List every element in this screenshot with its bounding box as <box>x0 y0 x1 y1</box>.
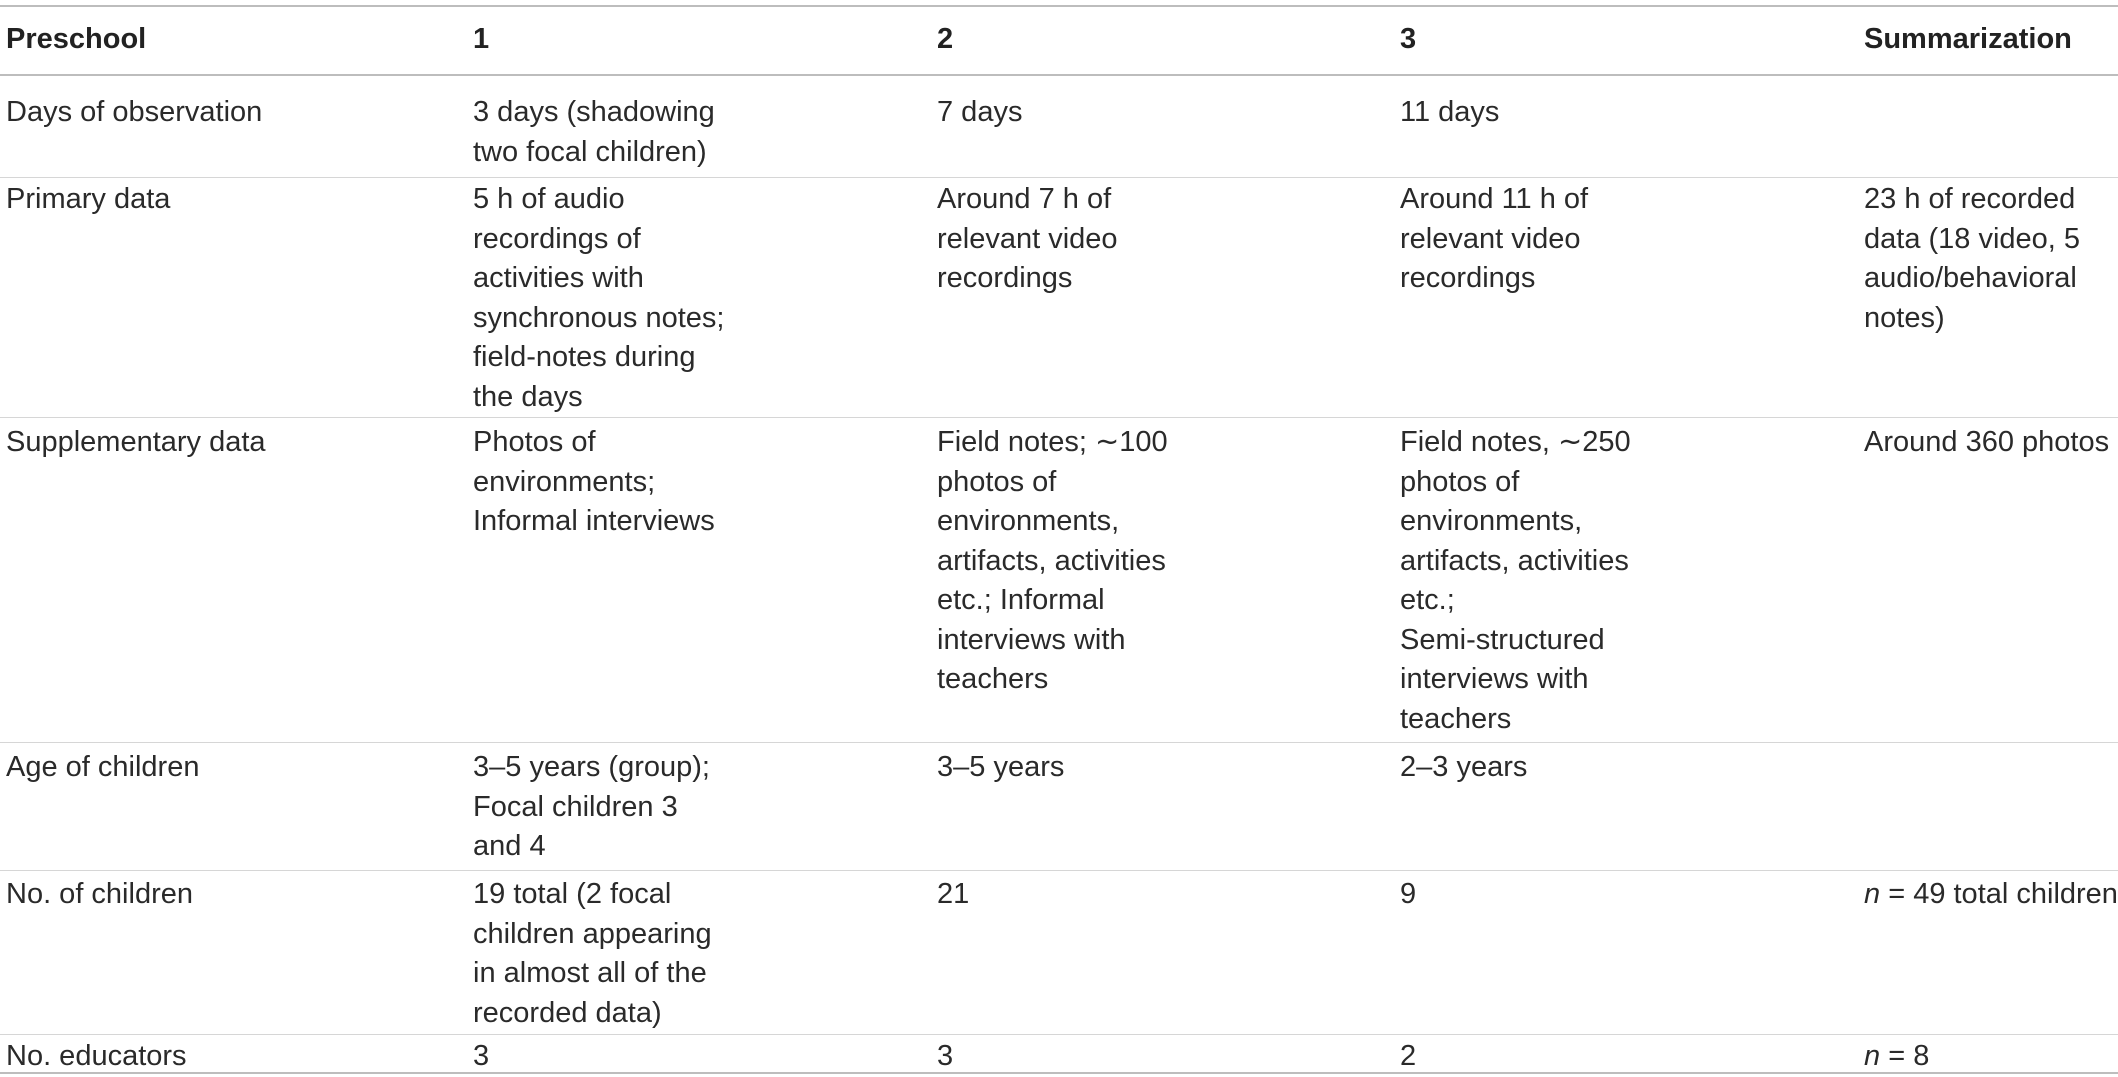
table-header-rule <box>0 74 2118 76</box>
row-educators-summary: n = 8 <box>1864 1040 1930 1072</box>
row-educators-p1: 3 <box>473 1040 490 1072</box>
row-age-p3: 2–3 years <box>1400 751 1528 783</box>
row-children-summary: n = 49 total children <box>1864 878 2118 910</box>
row-supplementary-p1: Photos of environments; Informal interviews <box>473 426 715 537</box>
row-days-p3: 11 days <box>1400 96 1500 128</box>
row-children-p3: 9 <box>1400 878 1417 910</box>
header-1: 1 <box>473 23 490 55</box>
row-educators-p3: 2 <box>1400 1040 1417 1072</box>
row-primary-summary: 23 h of recorded data (18 video, 5 audio/behavioral notes) <box>1864 183 2081 334</box>
row-supplementary-p2: Field notes; ∼100 photos of environments, artifacts, activities etc.; Informal interviews with teachers <box>937 426 1168 695</box>
row-divider <box>0 177 2118 178</box>
row-divider <box>0 417 2118 418</box>
row-age-label: Age of children <box>6 751 200 783</box>
row-days-label: Days of observation <box>6 96 263 128</box>
row-primary-p1: 5 h of audio recordings of activities with synchronous notes; field-notes during the days <box>473 183 725 413</box>
row-divider <box>0 742 2118 743</box>
row-educators-p2: 3 <box>937 1040 954 1072</box>
row-educators-label: No. educators <box>6 1040 187 1072</box>
table-top-rule <box>0 5 2118 7</box>
row-divider <box>0 870 2118 871</box>
header-3: 3 <box>1400 23 1417 55</box>
row-supplementary-summary: Around 360 photos <box>1864 426 2110 458</box>
row-primary-p2: Around 7 h of relevant video recordings <box>937 183 1118 294</box>
row-days-p2: 7 days <box>937 96 1023 128</box>
table-bottom-rule <box>0 1072 2118 1074</box>
row-primary-p3: Around 11 h of relevant video recordings <box>1400 183 1589 294</box>
header-summarization: Summarization <box>1864 23 2072 55</box>
row-children-label: No. of children <box>6 878 193 910</box>
row-age-p2: 3–5 years <box>937 751 1065 783</box>
row-primary-label: Primary data <box>6 183 171 215</box>
row-days-p1: 3 days (shadowing two focal children) <box>473 96 715 168</box>
row-children-p2: 21 <box>937 878 970 910</box>
row-age-p1: 3–5 years (group); Focal children 3 and 4 <box>473 751 710 862</box>
row-divider <box>0 1034 2118 1035</box>
header-2: 2 <box>937 23 954 55</box>
header-preschool: Preschool <box>6 23 147 55</box>
row-supplementary-p3: Field notes, ∼250 photos of environments, artifacts, activities etc.; Semi-structured interviews with teachers <box>1400 426 1631 735</box>
row-supplementary-label: Supplementary data <box>6 426 266 458</box>
row-children-p1: 19 total (2 focal children appearing in almost all of the recorded data) <box>473 878 712 1029</box>
